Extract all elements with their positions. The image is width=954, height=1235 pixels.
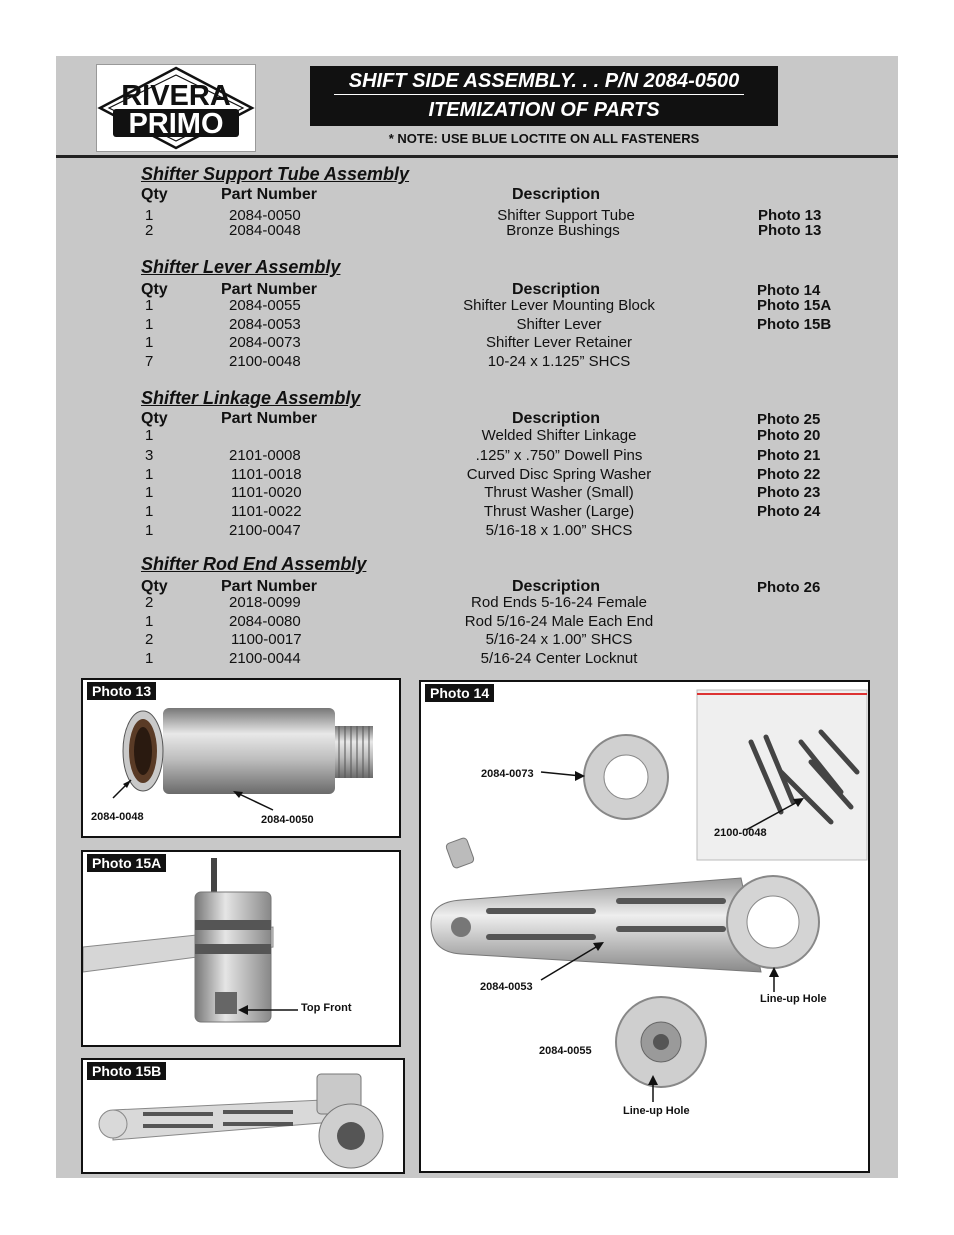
row-qty: 1 (145, 316, 154, 333)
photo-label: Photo 15A (87, 854, 166, 872)
row-qty: 1 (145, 484, 154, 501)
row-qty: 1 (145, 613, 154, 630)
row-part: 2100-0047 (229, 522, 301, 539)
callout-label: Top Front (301, 1002, 352, 1014)
row-part: 2101-0008 (229, 447, 301, 464)
lever-assembly-image (421, 682, 868, 1171)
row-photo: Photo 21 (757, 447, 821, 464)
row-part: 2100-0044 (229, 650, 301, 667)
row-part: 2084-0073 (229, 334, 301, 351)
callout-label: Line-up Hole (760, 993, 827, 1005)
photo-14-panel (419, 680, 870, 1173)
callout-label: 2084-0048 (91, 811, 144, 823)
row-qty: 3 (145, 447, 154, 464)
row-desc: Bronze Bushings (506, 222, 620, 239)
section-photo: Photo 25 (757, 411, 821, 428)
row-photo: Photo 23 (757, 484, 821, 501)
row-desc: Thrust Washer (Large) (483, 503, 635, 520)
section-photo: Photo 26 (757, 579, 821, 596)
row-qty: 1 (145, 466, 154, 483)
row-part: 1101-0022 (231, 503, 302, 520)
photo-label: Photo 14 (425, 684, 494, 702)
callout-label: 2100-0048 (714, 827, 767, 839)
mounting-block-image (83, 852, 399, 1045)
desc-header: Description (512, 410, 601, 427)
qty-header: Qty (141, 578, 168, 595)
row-qty: 1 (145, 297, 154, 314)
row-qty: 1 (145, 650, 154, 667)
part-header: Part Number (221, 186, 318, 203)
row-part: 2100-0048 (229, 353, 301, 370)
row-desc: 10-24 x 1.125” SHCS (487, 353, 631, 370)
section-title: Shifter Linkage Assembly (141, 388, 361, 408)
photo-15a-panel (81, 850, 401, 1047)
qty-header: Qty (141, 281, 168, 298)
photo-13-panel (81, 678, 401, 838)
row-photo: Photo 13 (758, 207, 822, 224)
row-qty: 1 (145, 522, 154, 539)
row-part: 2084-0055 (229, 297, 301, 314)
row-desc: 5/16-18 x 1.00” SHCS (485, 522, 633, 539)
title-rule (334, 94, 744, 95)
row-photo: Photo 15B (757, 316, 832, 333)
row-photo: Photo 15A (757, 297, 832, 314)
callout-label: 2084-0053 (480, 981, 533, 993)
qty-header: Qty (141, 410, 168, 427)
logo-line1: RIVERA (121, 80, 231, 112)
section-title: Shifter Rod End Assembly (141, 554, 367, 574)
row-desc: 5/16-24 x 1.00” SHCS (485, 631, 633, 648)
title-line1: SHIFT SIDE ASSEMBLY. . . P/N 2084-0500 (348, 70, 740, 92)
desc-header: Description (512, 186, 601, 203)
part-header: Part Number (221, 410, 318, 427)
row-desc: Shifter Lever (516, 316, 602, 333)
row-qty: 1 (145, 207, 154, 224)
row-part: 1101-0020 (231, 484, 302, 501)
row-desc: .125” x .750” Dowell Pins (475, 447, 643, 464)
callout-label: 2084-0050 (261, 814, 314, 826)
row-qty: 2 (145, 222, 154, 239)
row-part: 2018-0099 (229, 594, 301, 611)
callout-label: Line-up Hole (623, 1105, 690, 1117)
row-desc: 5/16-24 Center Locknut (480, 650, 638, 667)
row-desc: Rod Ends 5-16-24 Female (471, 594, 647, 611)
row-photo: Photo 13 (758, 222, 822, 239)
row-desc: Shifter Lever Retainer (486, 334, 632, 351)
row-photo: Photo 22 (757, 466, 821, 483)
row-desc: Curved Disc Spring Washer (466, 466, 652, 483)
row-qty: 1 (145, 503, 154, 520)
part-header: Part Number (221, 281, 318, 298)
row-photo: Photo 24 (757, 503, 821, 520)
logo-line2: PRIMO (128, 108, 224, 140)
row-part: 2084-0048 (229, 222, 301, 239)
part-header: Part Number (221, 578, 318, 595)
row-part: 1100-0017 (231, 631, 302, 648)
row-part: 2084-0053 (229, 316, 301, 333)
section-photo: Photo 14 (757, 282, 821, 299)
callout-label: 2084-0073 (481, 768, 534, 780)
row-part: 2084-0050 (229, 207, 301, 224)
row-desc: Welded Shifter Linkage (481, 427, 637, 444)
row-part: 1101-0018 (231, 466, 302, 483)
desc-header: Description (512, 281, 601, 298)
row-desc: Thrust Washer (Small) (484, 484, 634, 501)
row-qty: 2 (145, 594, 154, 611)
rivera-primo-logo (96, 64, 256, 152)
title-box (310, 66, 778, 126)
title-line2: ITEMIZATION OF PARTS (428, 99, 660, 121)
row-qty: 1 (145, 334, 154, 351)
section-title: Shifter Lever Assembly (141, 257, 341, 277)
row-qty: 2 (145, 631, 154, 648)
photo-label: Photo 13 (87, 682, 156, 700)
row-photo: Photo 20 (757, 427, 821, 444)
row-desc: Shifter Support Tube (497, 207, 635, 224)
loctite-note: * NOTE: USE BLUE LOCTITE ON ALL FASTENERS (388, 131, 700, 146)
row-qty: 7 (145, 353, 154, 370)
row-desc: Shifter Lever Mounting Block (463, 297, 655, 314)
header-divider (56, 155, 898, 158)
photo-label: Photo 15B (87, 1062, 166, 1080)
callout-label: 2084-0055 (539, 1045, 592, 1057)
desc-header: Description (512, 578, 601, 595)
row-desc: Rod 5/16-24 Male Each End (464, 613, 654, 630)
qty-header: Qty (141, 186, 168, 203)
photo-15b-panel (81, 1058, 405, 1174)
row-part: 2084-0080 (229, 613, 301, 630)
row-qty: 1 (145, 427, 154, 444)
section-title: Shifter Support Tube Assembly (141, 164, 410, 184)
